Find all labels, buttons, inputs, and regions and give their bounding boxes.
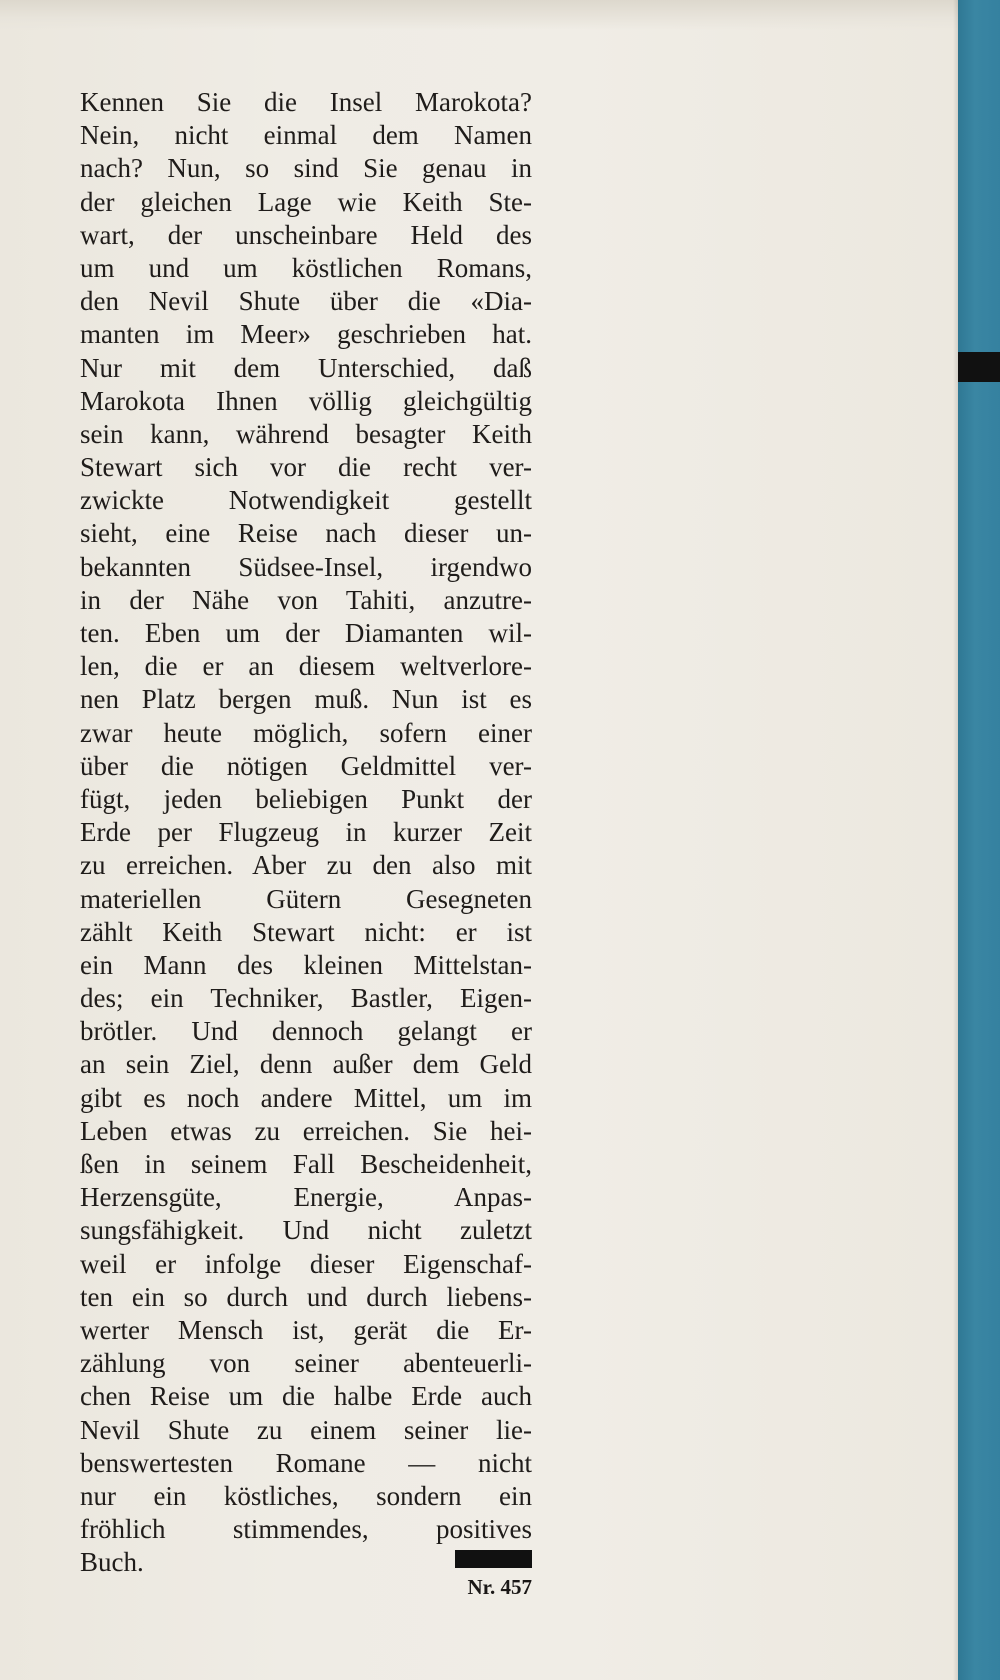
blurb-line: Leben etwas zu erreichen. Sie hei- xyxy=(80,1115,532,1146)
blurb-line: Nein, nicht einmal dem Namen xyxy=(80,120,532,151)
publisher-logo-bar xyxy=(455,1550,532,1568)
blurb-line: werter Mensch ist, gerät die Er- xyxy=(80,1314,532,1345)
blurb-line: sieht, eine Reise nach dieser un- xyxy=(80,518,532,549)
blurb-line: Stewart sich vor die recht ver- xyxy=(80,452,532,483)
blurb-line: ten ein so durch und durch liebens- xyxy=(80,1281,532,1312)
blurb-line: sein kann, während besagter Keith xyxy=(80,418,532,449)
blurb-line: chen Reise um die halbe Erde auch xyxy=(80,1381,532,1412)
spine-black-mark xyxy=(958,352,1000,382)
blurb-line: ein Mann des kleinen Mittelstan- xyxy=(80,949,532,980)
blurb-line: zu erreichen. Aber zu den also mit xyxy=(80,850,532,881)
blue-spine-strip xyxy=(958,0,1000,1680)
blurb-line-last: Buch. xyxy=(80,1547,144,1578)
blurb-line: nur ein köstliches, sondern ein xyxy=(80,1480,532,1511)
blurb-line: manten im Meer» geschrieben hat. xyxy=(80,319,532,350)
blurb-line: Herzensgüte, Energie, Anpas- xyxy=(80,1182,532,1213)
blurb-line: wart, der unscheinbare Held des xyxy=(80,219,532,250)
blurb-line: zwickte Notwendigkeit gestellt xyxy=(80,485,532,516)
blurb-line: über die nötigen Geldmittel ver- xyxy=(80,750,532,781)
blurb-line: zählung von seiner abenteuerli- xyxy=(80,1348,532,1379)
blurb-line: zwar heute möglich, sofern einer xyxy=(80,717,532,748)
blurb-line: fügt, jeden beliebigen Punkt der xyxy=(80,783,532,814)
blurb-line: sungsfähigkeit. Und nicht zuletzt xyxy=(80,1215,532,1246)
blurb-line: um und um köstlichen Romans, xyxy=(80,252,532,283)
blurb-line: Kennen Sie die Insel Marokota? xyxy=(80,87,532,117)
blurb-line: gibt es noch andere Mittel, um im xyxy=(80,1082,532,1113)
blurb-line: materiellen Gütern Gesegneten xyxy=(80,883,532,914)
blurb-line: des; ein Techniker, Bastler, Eigen- xyxy=(80,983,532,1014)
blurb-line: weil er infolge dieser Eigenschaf- xyxy=(80,1248,532,1279)
blurb-line: an sein Ziel, denn außer dem Geld xyxy=(80,1049,532,1080)
blurb-line: zählt Keith Stewart nicht: er ist xyxy=(80,916,532,947)
blurb-line: nen Platz bergen muß. Nun ist es xyxy=(80,684,532,715)
blurb-line: brötler. Und dennoch gelangt er xyxy=(80,1016,532,1047)
blurb-line: Erde per Flugzeug in kurzer Zeit xyxy=(80,817,532,848)
blurb-line: fröhlich stimmendes, positives xyxy=(80,1514,532,1545)
blurb-line: len, die er an diesem weltverlore- xyxy=(80,651,532,682)
blurb-line: Nevil Shute zu einem seiner lie- xyxy=(80,1414,532,1445)
blurb-line: ten. Eben um der Diamanten wil- xyxy=(80,618,532,648)
series-number: Nr. 457 xyxy=(467,1575,532,1599)
blurb-line: den Nevil Shute über die «Dia- xyxy=(80,286,532,317)
blurb-line: der gleichen Lage wie Keith Ste- xyxy=(80,186,532,217)
blurb-line: ßen in seinem Fall Bescheidenheit, xyxy=(80,1149,532,1179)
blurb-line: bekannten Südsee-Insel, irgendwo xyxy=(80,551,532,582)
cover-top-edge xyxy=(0,0,958,30)
blurb-line: Marokota Ihnen völlig gleichgültig xyxy=(80,385,532,416)
blurb-line: in der Nähe von Tahiti, anzutre- xyxy=(80,584,532,615)
blurb-line: benswertesten Romane — nicht xyxy=(80,1447,532,1478)
blurb-line: Nur mit dem Unterschied, daß xyxy=(80,352,532,383)
blurb-text xyxy=(80,86,532,1579)
blurb-line: nach? Nun, so sind Sie genau in xyxy=(80,153,532,184)
